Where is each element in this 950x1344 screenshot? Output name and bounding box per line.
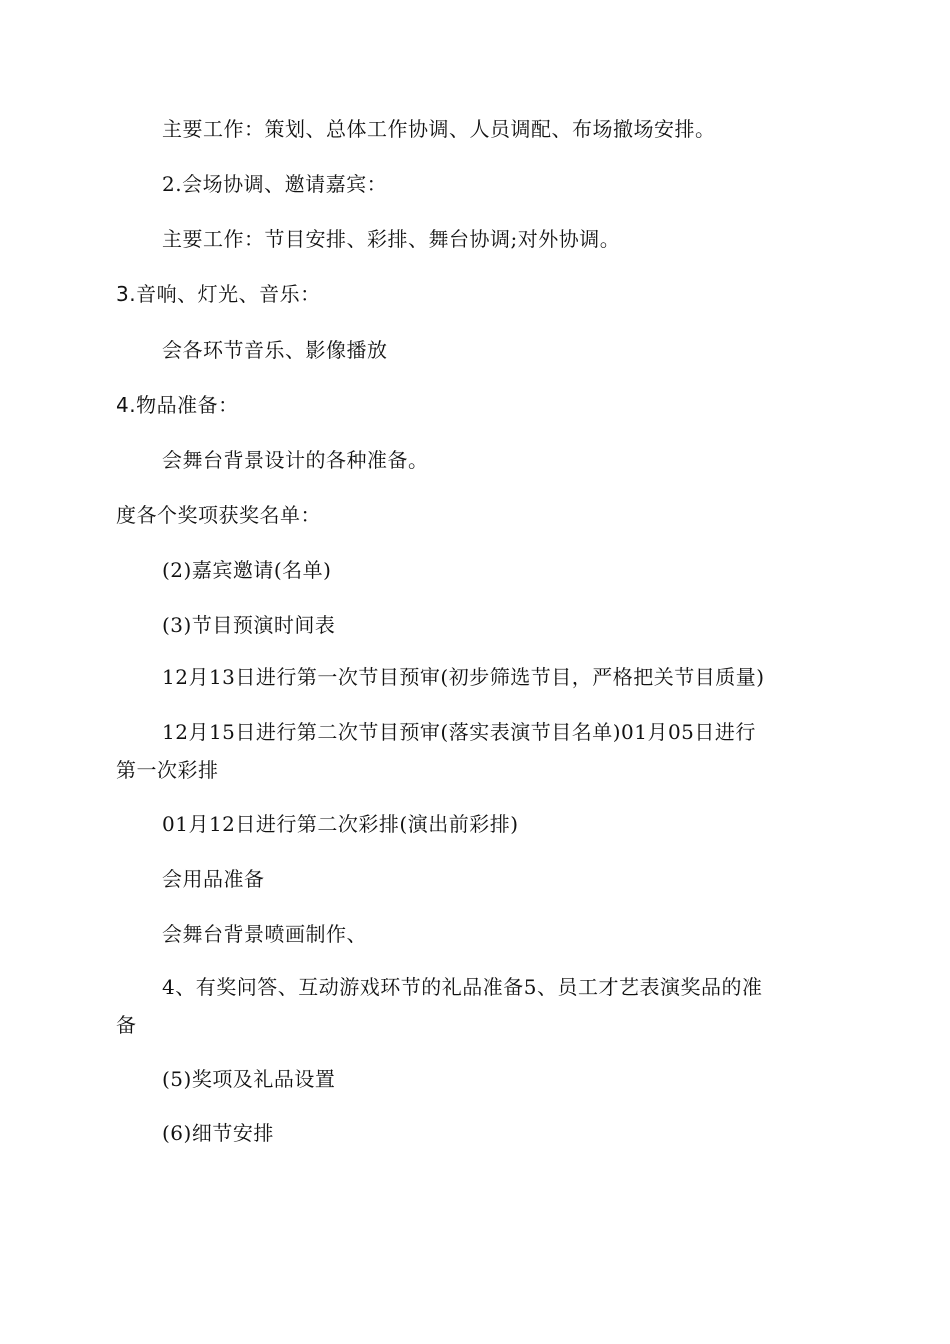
list-item: (2)嘉宾邀请(名单)	[162, 558, 332, 582]
list-item: (3)节目预演时间表	[162, 613, 336, 637]
text-line: 会用品准备	[162, 867, 265, 891]
list-item: (6)细节安排	[162, 1121, 274, 1145]
text-line: 度各个奖项获奖名单：	[116, 503, 321, 527]
text-line: 会舞台背景喷画制作、	[162, 922, 367, 946]
text-line: 主要工作：节目安排、彩排、舞台协调;对外协调。	[162, 227, 621, 251]
text-line: 主要工作：策划、总体工作协调、人员调配、布场撤场安排。	[162, 117, 716, 141]
text-line: 2.会场协调、邀请嘉宾：	[162, 172, 388, 196]
text-line: 会各环节音乐、影像播放	[162, 338, 388, 362]
text-line: 备	[116, 1013, 137, 1037]
text-line: 会舞台背景设计的各种准备。	[162, 448, 429, 472]
text-line: 01月12日进行第二次彩排(演出前彩排)	[162, 812, 519, 836]
text-line: 12月15日进行第二次节目预审(落实表演节目名单)01月05日进行	[162, 720, 756, 744]
list-item: (5)奖项及礼品设置	[162, 1067, 336, 1091]
text-line: 第一次彩排	[116, 758, 219, 782]
text-line: 4、有奖问答、互动游戏环节的礼品准备5、员工才艺表演奖品的准	[162, 975, 763, 999]
section-heading: 4.物品准备：	[116, 393, 239, 417]
section-heading: 3.音响、灯光、音乐：	[116, 282, 321, 306]
text-line: 12月13日进行第一次节目预审(初步筛选节目，严格把关节目质量)	[162, 665, 765, 689]
